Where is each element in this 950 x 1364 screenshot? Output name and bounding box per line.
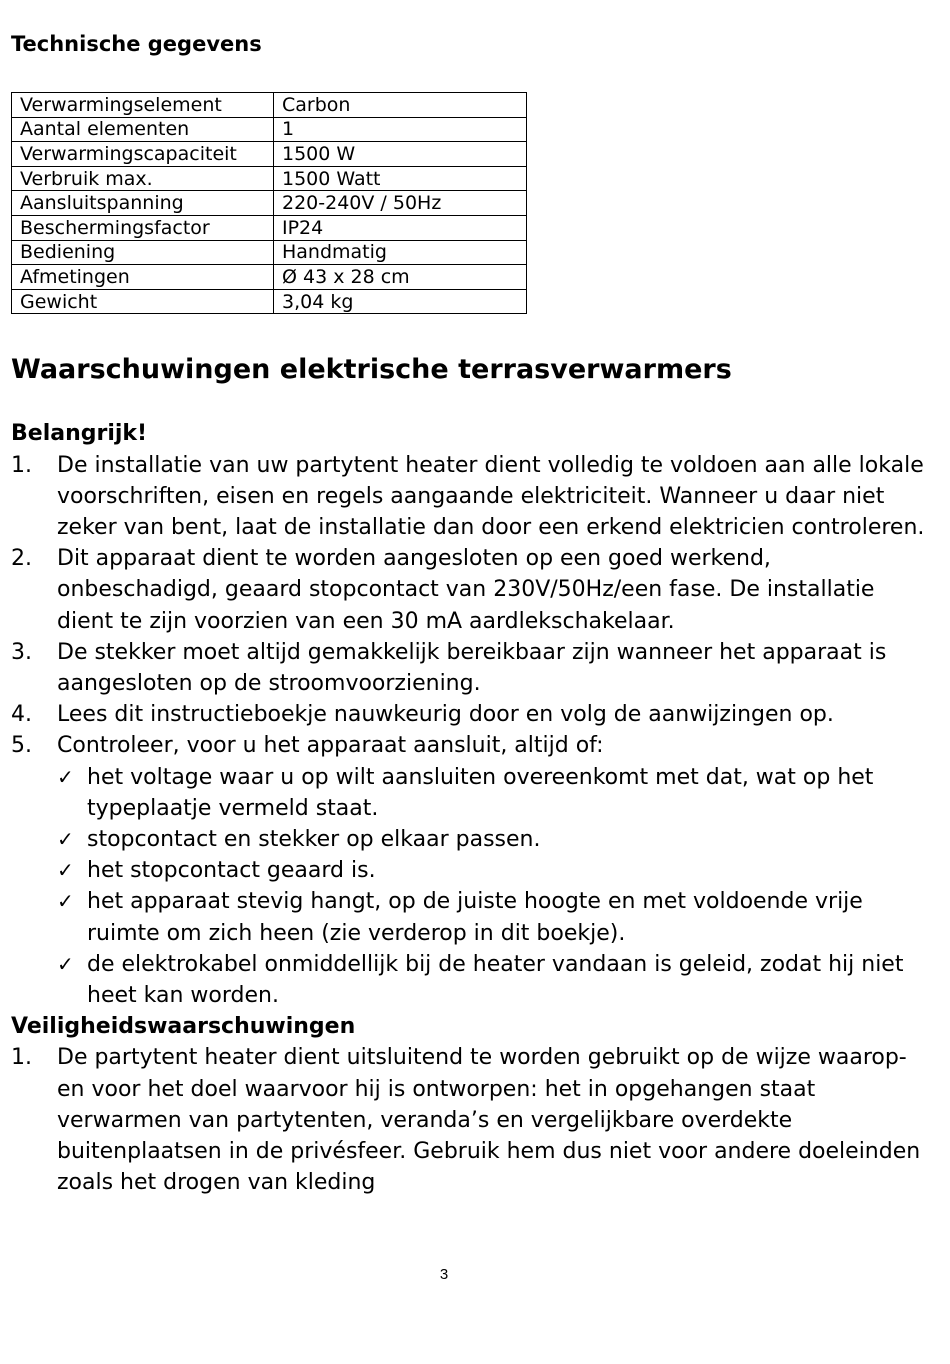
list-item (11, 730, 931, 1011)
checkmark-icon: ✓ (57, 764, 74, 789)
item-text: Lees dit instructieboekje nauwkeurig door en volg de aanwijzingen op. (57, 702, 834, 728)
item-number: 1. (11, 452, 32, 478)
spec-label: Bediening (12, 240, 274, 265)
document-page (11, 28, 931, 1198)
check-item (57, 886, 931, 948)
checkmark-icon: ✓ (57, 826, 74, 851)
spec-value: 1 (274, 117, 527, 142)
item-number: 5. (11, 733, 32, 759)
spec-value: Carbon (274, 93, 527, 118)
item-number: 2. (11, 546, 32, 572)
list-item (11, 450, 931, 544)
item-number: 4. (11, 702, 32, 728)
spec-value: 220-240V / 50Hz (274, 191, 527, 216)
list-item (11, 1042, 931, 1198)
spec-value: Ø 43 x 28 cm (274, 265, 527, 290)
spec-label: Verwarmingselement (12, 93, 274, 118)
spec-row (12, 289, 527, 314)
check-text: het voltage waar u op wilt aansluiten overeenkomt met dat, wat op het typeplaatje vermeld staat. (87, 764, 874, 821)
checkmark-icon: ✓ (57, 951, 74, 976)
spec-label: Verbruik max. (12, 166, 274, 191)
check-list (57, 762, 931, 1012)
spec-row (12, 191, 527, 216)
list-item (11, 637, 931, 699)
important-list (11, 450, 931, 1012)
check-item (57, 824, 931, 855)
spec-row (12, 93, 527, 118)
spec-row (12, 215, 527, 240)
spec-label: Beschermingsfactor (12, 215, 274, 240)
check-text: het apparaat stevig hangt, op de juiste hoogte en met voldoende vrije ruimte om zich heen (zie verderop in dit boekje). (87, 889, 863, 946)
checkmark-icon: ✓ (57, 889, 74, 914)
page-number: 3 (439, 1266, 449, 1283)
spec-value: 3,04 kg (274, 289, 527, 314)
warnings-title: Waarschuwingen elektrische terrasverwarmers (11, 354, 732, 386)
spec-label: Aansluitspanning (12, 191, 274, 216)
spec-row (12, 166, 527, 191)
spec-label: Aantal elementen (12, 117, 274, 142)
spec-label: Gewicht (12, 289, 274, 314)
spec-label: Afmetingen (12, 265, 274, 290)
item-text: De partytent heater dient uitsluitend te worden gebruikt op de wijze waarop- en voor het doel waarvoor hij is ontworpen: het in opgehangen staat verwarmen van partytenten, veranda’s en vergelijkbare overdekte buitenplaatsen in de privésfeer. Gebruik hem dus niet voor andere doeleinden zoals het drogen van kleding (57, 1045, 921, 1196)
specs-title: Technische gegevens (11, 32, 262, 56)
checkmark-icon: ✓ (57, 858, 74, 883)
item-text: Controleer, voor u het apparaat aansluit, altijd of: (57, 733, 604, 759)
spec-value: IP24 (274, 215, 527, 240)
check-item (57, 949, 931, 1011)
safety-list (11, 1042, 931, 1198)
list-item (11, 543, 931, 637)
spec-row (12, 265, 527, 290)
item-text: Dit apparaat dient te worden aangesloten op een goed werkend, onbeschadigd, geaard stopcontact van 230V/50Hz/een fase. De installatie dient te zijn voorzien van een 30 mA aardlekschakelaar. (57, 546, 875, 634)
spec-row (12, 240, 527, 265)
important-heading: Belangrijk! (11, 421, 148, 447)
spec-value: Handmatig (274, 240, 527, 265)
check-text: de elektrokabel onmiddellijk bij de heater vandaan is geleid, zodat hij niet heet kan worden. (87, 951, 904, 1008)
spec-value: 1500 W (274, 142, 527, 167)
spec-label: Verwarmingscapaciteit (12, 142, 274, 167)
check-item (57, 855, 931, 886)
spec-value: 1500 Watt (274, 166, 527, 191)
item-text: De stekker moet altijd gemakkelijk bereikbaar zijn wanneer het apparaat is aangesloten op de stroomvoorziening. (57, 639, 887, 696)
item-number: 3. (11, 639, 32, 665)
item-text: De installatie van uw partytent heater dient volledig te voldoen aan alle lokale voorschriften, eisen en regels aangaande elektriciteit. Wanneer u daar niet zeker van bent, laat de installatie dan door een erkend elektricien controleren. (57, 452, 925, 540)
specs-table (11, 92, 527, 314)
spec-row (12, 142, 527, 167)
safety-heading: Veiligheidswaarschuwingen (11, 1014, 356, 1040)
spec-row (12, 117, 527, 142)
item-number: 1. (11, 1045, 32, 1071)
check-text: stopcontact en stekker op elkaar passen. (87, 826, 541, 852)
list-item (11, 699, 931, 730)
check-item (57, 762, 931, 824)
check-text: het stopcontact geaard is. (87, 858, 376, 884)
